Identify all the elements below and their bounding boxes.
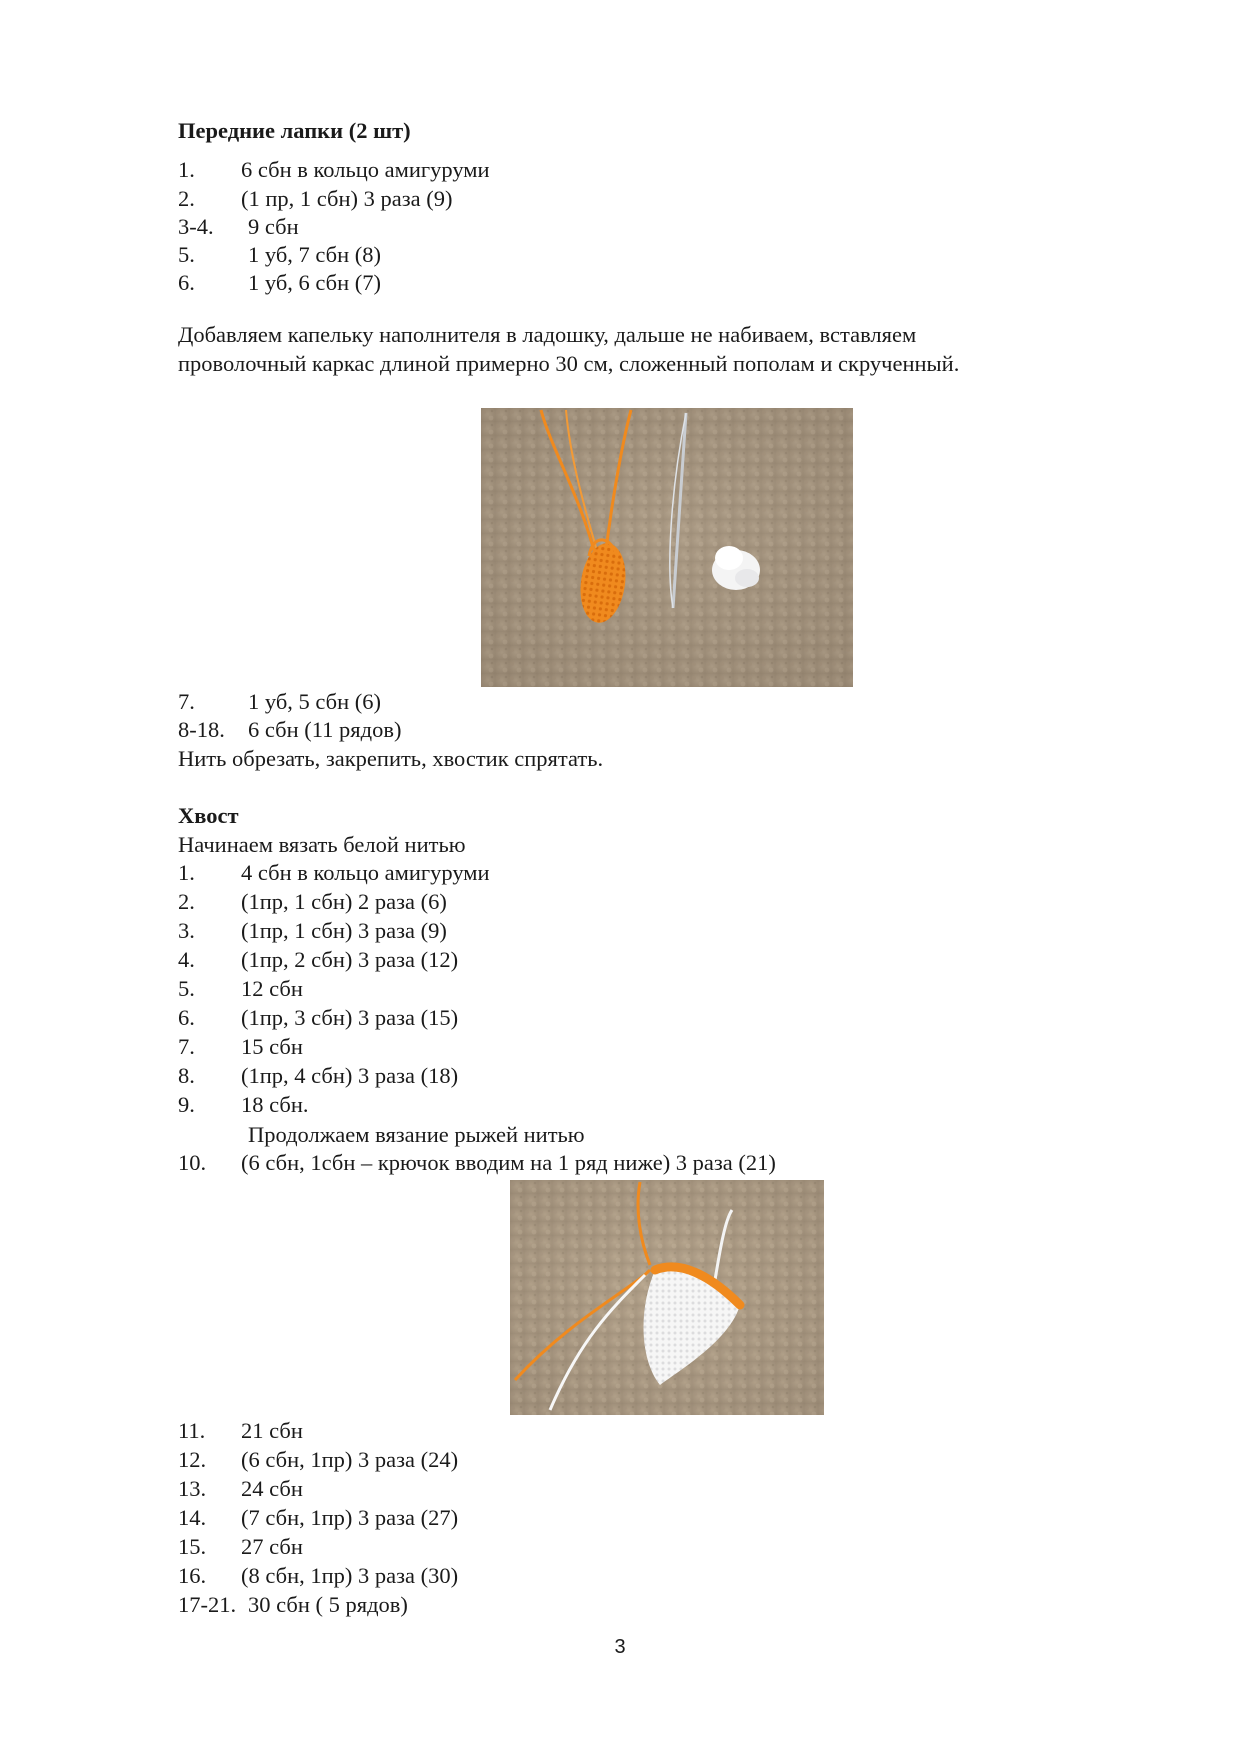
row-number: 1. [178,860,195,885]
row-number: 8-18. [178,717,225,742]
row-text: (7 сбн, 1пр) 3 раза (27) [241,1505,459,1530]
row-number: 7. [178,1034,195,1059]
row-text: 6 сбн (11 рядов) [248,717,402,742]
row-number: 2. [178,889,195,914]
tail-photo [510,1180,824,1415]
section-title-tail: Хвост [178,803,239,828]
row-text: 27 сбн [241,1534,303,1559]
row-number: 3. [178,918,195,943]
row-text: 12 сбн [241,976,303,1001]
row-number: 2. [178,186,195,211]
paragraph-line: Продолжаем вязание рыжей нитью [248,1122,585,1147]
row-text: 21 сбн [241,1418,303,1443]
section-title-paws: Передние лапки (2 шт) [178,118,411,143]
row-text: 1 уб, 7 сбн (8) [248,242,382,267]
row-text: 4 сбн в кольцо амигуруми [241,860,490,885]
row-number: 11. [178,1418,206,1443]
row-text: (6 сбн, 1сбн – крючок вводим на 1 ряд ниже) 3 раза (21) [241,1150,776,1175]
row-number: 12. [178,1447,207,1472]
row-number: 17-21. [178,1592,237,1617]
paragraph-line: Добавляем капельку наполнителя в ладошку, дальше не набиваем, вставляем [178,322,917,347]
row-text: (1пр, 1 сбн) 2 раза (6) [241,889,447,914]
row-number: 10. [178,1150,207,1175]
row-number: 15. [178,1534,207,1559]
paw-photo-image [481,408,853,687]
row-number: 13. [178,1476,207,1501]
tail-photo-image [510,1180,824,1415]
row-text: 1 уб, 5 сбн (6) [248,689,382,714]
row-number: 7. [178,689,195,714]
row-text: 30 сбн ( 5 рядов) [248,1592,408,1617]
paragraph-line: Начинаем вязать белой нитью [178,832,466,857]
row-number: 5. [178,976,195,1001]
paragraph-line: проволочный каркас длиной примерно 30 см, сложенный пополам и скрученный. [178,351,960,376]
row-text: (1пр, 4 сбн) 3 раза (18) [241,1063,459,1088]
row-number: 6. [178,270,195,295]
row-text: 1 уб, 6 сбн (7) [248,270,382,295]
row-text: 24 сбн [241,1476,303,1501]
row-number: 4. [178,947,195,972]
row-number: 1. [178,157,195,182]
row-number: 6. [178,1005,195,1030]
row-text: 18 сбн. [241,1092,309,1117]
row-number: 9. [178,1092,195,1117]
row-number: 8. [178,1063,195,1088]
row-number: 14. [178,1505,207,1530]
row-text: (1пр, 1 сбн) 3 раза (9) [241,918,447,943]
row-text: (6 сбн, 1пр) 3 раза (24) [241,1447,459,1472]
paragraph-line: Нить обрезать, закрепить, хвостик спрятать. [178,746,604,771]
row-text: 6 сбн в кольцо амигуруми [241,157,490,182]
row-number: 5. [178,242,195,267]
row-text: (1пр, 3 сбн) 3 раза (15) [241,1005,459,1030]
row-number: 16. [178,1563,207,1588]
row-text: (1пр, 2 сбн) 3 раза (12) [241,947,459,972]
row-number: 3-4. [178,214,214,239]
row-text: (8 сбн, 1пр) 3 раза (30) [241,1563,459,1588]
row-text: 9 сбн [248,214,299,239]
page-number: 3 [614,1636,626,1658]
row-text: (1 пр, 1 сбн) 3 раза (9) [241,186,453,211]
row-text: 15 сбн [241,1034,303,1059]
paw-photo [481,408,853,687]
